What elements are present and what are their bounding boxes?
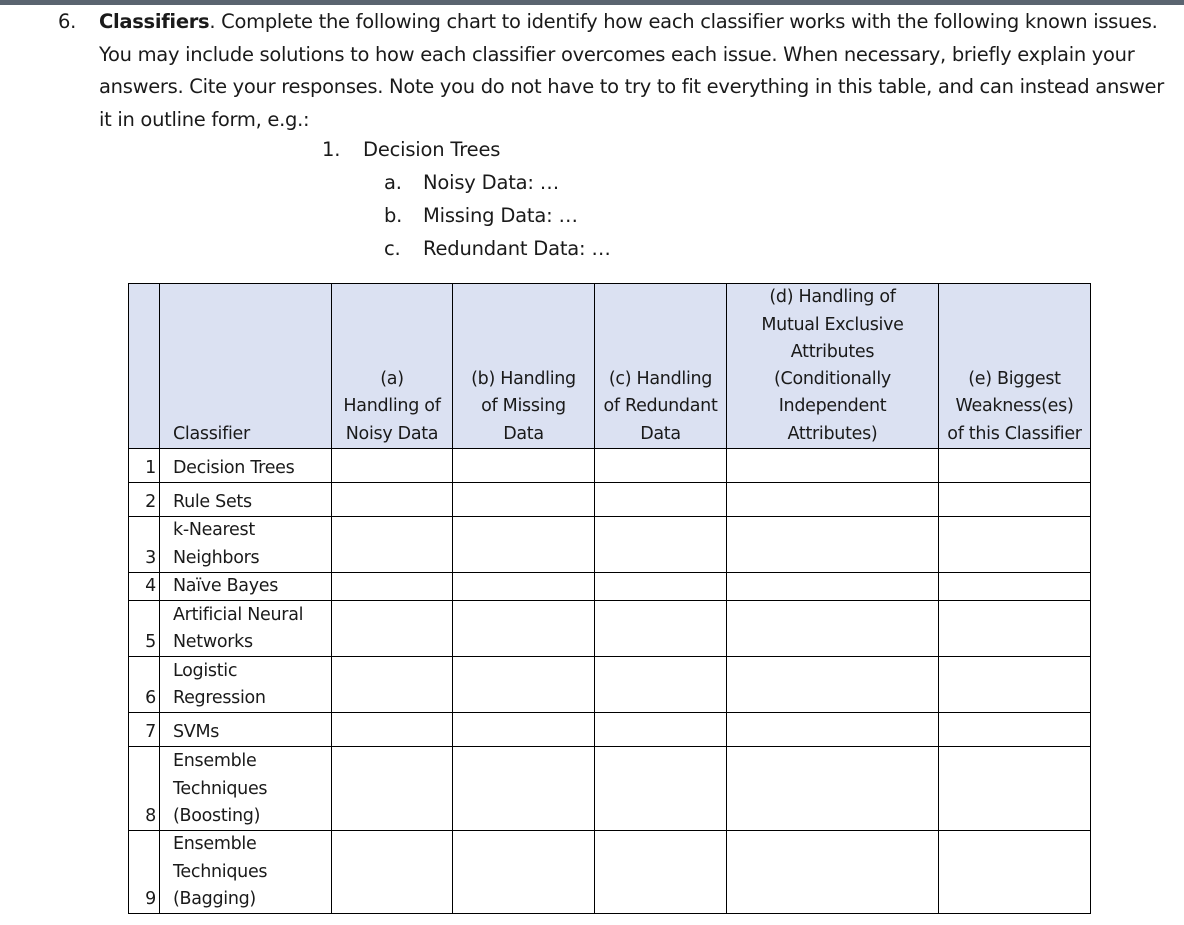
answer-cell-d[interactable] <box>727 747 939 831</box>
header-classifier: Classifier <box>160 284 332 449</box>
outline-subitem-b <box>384 199 578 232</box>
header-missing-data: (b) Handling of Missing Data <box>453 284 595 449</box>
outline-number: 1. <box>322 138 341 161</box>
answer-cell-a[interactable] <box>332 483 453 517</box>
answer-cell-c[interactable] <box>595 449 727 483</box>
classifier-name: Ensemble Techniques (Boosting) <box>160 747 332 831</box>
answer-cell-a[interactable] <box>332 573 453 601</box>
answer-cell-b[interactable] <box>453 713 595 747</box>
outline-letter: c. <box>384 237 401 260</box>
table-row <box>129 449 1091 483</box>
row-number: 2 <box>129 483 160 517</box>
answer-cell-b[interactable] <box>453 449 595 483</box>
answer-cell-e[interactable] <box>939 657 1091 713</box>
classifier-name: Artificial Neural Networks <box>160 601 332 657</box>
answer-cell-e[interactable] <box>939 517 1091 573</box>
table-row <box>129 601 1091 657</box>
answer-cell-b[interactable] <box>453 517 595 573</box>
answer-cell-b[interactable] <box>453 573 595 601</box>
answer-cell-d[interactable] <box>727 713 939 747</box>
row-number: 8 <box>129 747 160 831</box>
table-row <box>129 747 1091 831</box>
outline-label: Decision Trees <box>363 138 501 161</box>
answer-cell-e[interactable] <box>939 747 1091 831</box>
classifier-name: Logistic Regression <box>160 657 332 713</box>
answer-cell-c[interactable] <box>595 517 727 573</box>
outline-text: Missing Data: … <box>423 204 578 227</box>
answer-cell-a[interactable] <box>332 601 453 657</box>
outline-letter: b. <box>384 204 403 227</box>
classifier-name: k-Nearest Neighbors <box>160 517 332 573</box>
question-number: 6. <box>58 10 77 33</box>
outline-text: Redundant Data: … <box>423 237 611 260</box>
answer-cell-e[interactable] <box>939 573 1091 601</box>
top-border <box>0 0 1184 5</box>
answer-cell-c[interactable] <box>595 831 727 914</box>
answer-cell-e[interactable] <box>939 449 1091 483</box>
outline-subitem-c <box>384 232 611 265</box>
answer-cell-a[interactable] <box>332 831 453 914</box>
classifier-table <box>128 283 1091 914</box>
outline-item-1 <box>322 133 500 166</box>
answer-cell-b[interactable] <box>453 747 595 831</box>
header-mutual-exclusive: (d) Handling of Mutual Exclusive Attributes (Conditionally Independent Attributes) <box>727 284 939 449</box>
answer-cell-b[interactable] <box>453 657 595 713</box>
answer-cell-c[interactable] <box>595 747 727 831</box>
row-number: 4 <box>129 573 160 601</box>
answer-cell-a[interactable] <box>332 449 453 483</box>
question-body <box>99 6 1168 136</box>
table-row <box>129 573 1091 601</box>
outline-subitem-a <box>384 166 559 199</box>
answer-cell-c[interactable] <box>595 657 727 713</box>
answer-cell-d[interactable] <box>727 601 939 657</box>
table-row <box>129 657 1091 713</box>
answer-cell-e[interactable] <box>939 831 1091 914</box>
answer-cell-c[interactable] <box>595 573 727 601</box>
question-text: . Complete the following chart to identify how each classifier works with the following known issues. You may include solutions to how each classifier overcomes each issue. When necessary, briefly explain your answers. Cite your responses. Note you do not have to try to fit everything in this table, and can instead answer it in outline form, e.g.: <box>99 10 1164 131</box>
answer-cell-d[interactable] <box>727 483 939 517</box>
answer-cell-e[interactable] <box>939 483 1091 517</box>
classifier-name: Ensemble Techniques (Bagging) <box>160 831 332 914</box>
answer-cell-a[interactable] <box>332 517 453 573</box>
answer-cell-a[interactable] <box>332 747 453 831</box>
answer-cell-d[interactable] <box>727 517 939 573</box>
answer-cell-e[interactable] <box>939 713 1091 747</box>
header-noisy-data: (a) Handling of Noisy Data <box>332 284 453 449</box>
header-redundant-data: (c) Handling of Redundant Data <box>595 284 727 449</box>
question-title: Classifiers <box>99 10 210 33</box>
answer-cell-c[interactable] <box>595 483 727 517</box>
answer-cell-e[interactable] <box>939 601 1091 657</box>
table-header-row <box>129 284 1091 449</box>
classifier-name: SVMs <box>160 713 332 747</box>
answer-cell-a[interactable] <box>332 657 453 713</box>
answer-cell-d[interactable] <box>727 449 939 483</box>
question-paragraph <box>58 6 1168 136</box>
answer-cell-d[interactable] <box>727 657 939 713</box>
outline-letter: a. <box>384 171 402 194</box>
answer-cell-d[interactable] <box>727 831 939 914</box>
classifier-name: Rule Sets <box>160 483 332 517</box>
row-number: 1 <box>129 449 160 483</box>
table-row <box>129 831 1091 914</box>
outline-text: Noisy Data: … <box>423 171 560 194</box>
answer-cell-b[interactable] <box>453 601 595 657</box>
table-row <box>129 713 1091 747</box>
classifier-name: Naïve Bayes <box>160 573 332 601</box>
answer-cell-c[interactable] <box>595 713 727 747</box>
row-number: 6 <box>129 657 160 713</box>
answer-cell-d[interactable] <box>727 573 939 601</box>
row-number: 7 <box>129 713 160 747</box>
answer-cell-b[interactable] <box>453 483 595 517</box>
header-rownum-cell <box>129 284 160 449</box>
row-number: 9 <box>129 831 160 914</box>
classifier-name: Decision Trees <box>160 449 332 483</box>
table-row <box>129 483 1091 517</box>
row-number: 3 <box>129 517 160 573</box>
table-row <box>129 517 1091 573</box>
answer-cell-b[interactable] <box>453 831 595 914</box>
answer-cell-c[interactable] <box>595 601 727 657</box>
answer-cell-a[interactable] <box>332 713 453 747</box>
row-number: 5 <box>129 601 160 657</box>
header-weakness: (e) Biggest Weakness(es) of this Classifier <box>939 284 1091 449</box>
